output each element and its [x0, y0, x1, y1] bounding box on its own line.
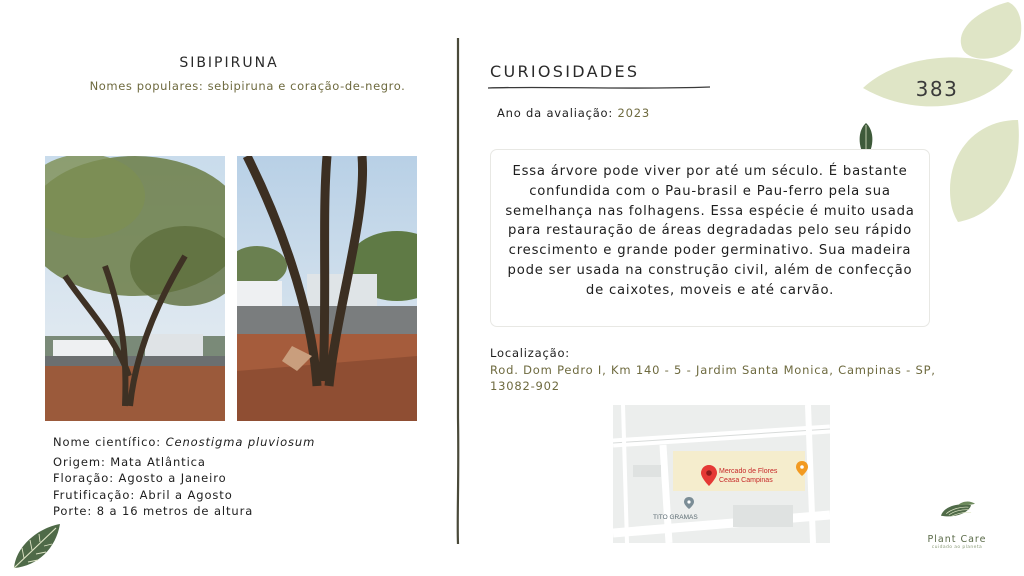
- species-facts: [53, 434, 315, 520]
- fact-origin: Origem: Mata Atlântica: [53, 454, 206, 469]
- scientific-name-value: Cenostigma pluviosum: [165, 435, 316, 449]
- brand-logo: [918, 500, 998, 534]
- map-poi-label: TITO GRAMAS: [653, 514, 698, 521]
- location-map[interactable]: [613, 405, 830, 543]
- heading-underline: [488, 85, 710, 91]
- popular-names: Nomes populares: sebipiruna e coração-de-negro.: [89, 79, 406, 93]
- fact-fruiting: Frutificação: Abril a Agosto: [53, 487, 233, 502]
- location-label: Localização:: [490, 346, 570, 360]
- tree-number: 383: [915, 77, 959, 101]
- evaluation-year: [497, 106, 650, 120]
- map-place-line1: Mercado de Flores: [719, 468, 778, 475]
- location-address: Rod. Dom Pedro I, Km 140 - 5 - Jardim Santa Monica, Campinas - SP, 13082-902: [490, 363, 936, 393]
- year-value: 2023: [617, 106, 650, 120]
- tree-photo-1: [45, 156, 225, 421]
- year-label: Ano da avaliação:: [497, 106, 618, 120]
- scientific-name-label: Nome científico:: [53, 435, 166, 449]
- map-place-line2: Ceasa Campinas: [719, 477, 773, 484]
- divider: [452, 38, 464, 544]
- curiosities-card: Essa árvore pode viver por até um século. É bastante confundida com o Pau-brasil e Pau-ferro pela sua semelhança nas folhagens. Essa espécie é muito usada para restauração de áreas degradadas pelo seu rápido crescimento e grande poder germinativo. Sua madeira pode ser usada na construção civil, além de confecção de caixotes, moveis e até carvão.: [490, 149, 930, 327]
- fact-scientific-name: [53, 434, 315, 451]
- fact-flowering: Floração: Agosto a Janeiro: [53, 471, 227, 485]
- species-name: SIBIPIRUNA: [179, 55, 279, 71]
- brand-tagline: cuidado ao planeta: [931, 545, 983, 550]
- brand-name: Plant Care: [927, 534, 987, 545]
- tree-photo-2: [237, 156, 417, 421]
- fact-size: Porte: 8 a 16 metros de altura: [53, 504, 254, 518]
- leaf-icon: [10, 522, 62, 570]
- curiosities-heading: CURIOSIDADES: [490, 62, 640, 81]
